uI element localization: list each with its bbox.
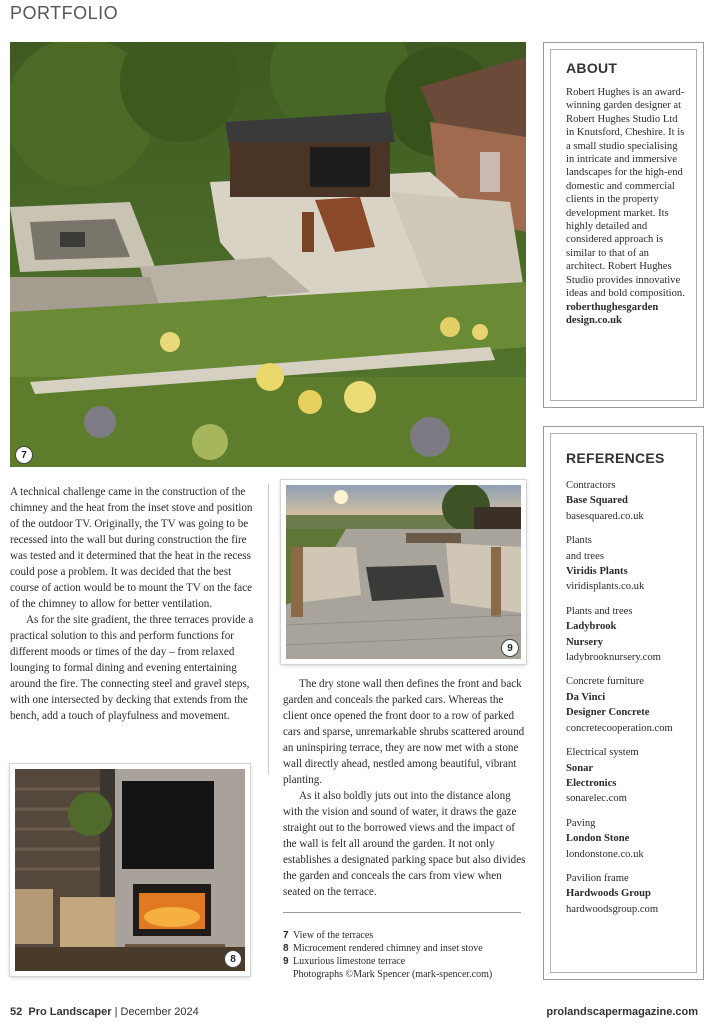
photo-limestone [286,485,521,659]
about-title: ABOUT [566,60,618,76]
article-column-1 [10,484,261,724]
page-number: 52 [10,1006,23,1018]
photo-chimney [15,769,245,971]
reference-item: Plants and trees Ladybrook Nursery ladybrooknursery.com [566,605,661,664]
article-paragraph: As it also boldly juts out into the distance along with the vision and sound of water, it draws the gaze straight out to the borrowed views and the impact of the wall is felt all around the garden. It not only establishes a designated parking space but also divides the garden and conceals the cars from view when seated on the terrace. [283,790,526,898]
reference-item: Electrical system Sonar Electronics sonarelec.com [566,747,639,805]
photo-credit: Photographs ©Mark Spencer (mark-spencer.com) [293,969,493,980]
caption-divider [283,912,521,913]
caption-item: 9 Luxurious limestone terrace [283,956,406,967]
about-box [543,42,704,408]
footer-left [10,1006,199,1018]
photo-number-badge: 7 [15,446,33,464]
magazine-website: prolandscapermagazine.com [546,1006,698,1018]
caption-item: 8 Microcement rendered chimney and inset stove [283,943,483,954]
photo-chimney-frame [10,764,250,976]
page-footer [10,1006,698,1022]
references-inner [550,433,697,973]
magazine-name: Pro Landscaper [28,1006,112,1018]
reference-item: Concrete furniture Da Vinci Designer Concrete concretecooperation.com [566,676,673,734]
reference-item: Contractors Base Squared basesquared.co.uk [566,480,644,522]
about-inner [550,49,697,401]
about-website-line-2: design.co.uk [566,314,622,326]
section-title: PORTFOLIO [10,3,119,23]
chimney-illustration [15,769,245,971]
reference-item: Pavilion frame Hardwoods Group hardwoodsgroup.com [566,872,659,915]
references-box [543,426,704,980]
photo-number-badge: 8 [224,950,242,968]
photo-terraces [10,42,526,467]
photo-captions [283,929,492,981]
article-paragraph: As for the site gradient, the three terraces provide a practical solution to this and perform functions for different moods or times of the day – from relaxed lounging to formal dining and evening entertaining around the fire. The connecting steel and gravel steps, with one intersected by decking that extends from the bench, add a touch of playfulness and movement. [10,614,254,722]
limestone-illustration [286,485,521,659]
reference-item: Plants and trees Viridis Plants viridisplants.co.uk [566,535,645,593]
column-divider [268,484,269,774]
reference-item: Paving London Stone londonstone.co.uk [566,817,644,860]
photo-limestone-frame [281,480,526,664]
caption-item: 7 View of the terraces [283,930,374,941]
article-column-2 [283,676,526,900]
photo-number-badge: 9 [501,639,519,657]
about-text: Robert Hughes is an award-winning garden designer at Robert Hughes Studio Ltd in Knutsford, Cheshire. It is a small studio specialising in intricate and immersive landscapes for the high-end domestic and commercial clients in the property development market. Its highly detailed and considered approach is similar to that of an architect. Robert Hughes Studio provides innovative ideas and bold composition. roberthughesgarden design.co.uk [566,86,688,327]
terraces-illustration [10,42,526,467]
references-title: REFERENCES [566,450,665,466]
footer-separator: | [114,1006,118,1018]
issue-date: December 2024 [120,1006,199,1018]
article-paragraph: The dry stone wall then defines the front and back garden and conceals the parked cars. Whereas the client once opened the front door to a row of parked cars and sparse, unremarkable shrubs scattered around an uninspiring terrace, they are now met with a stone wall directly ahead, nestled among beautiful, vibrant planting. [283,678,525,786]
about-website-line-1: roberthughesgarden [566,301,659,313]
article-paragraph: A technical challenge came in the construction of the chimney and the heat from the inset stove and position of the outdoor TV. Originally, the TV was going to be recessed into the wall but during construction the fire was tested and it determined that the heat in the recess could pose a problem. It was decided that the best course of action would be to mount the TV on the face of the chimney to allow for better ventilation. [10,486,253,610]
